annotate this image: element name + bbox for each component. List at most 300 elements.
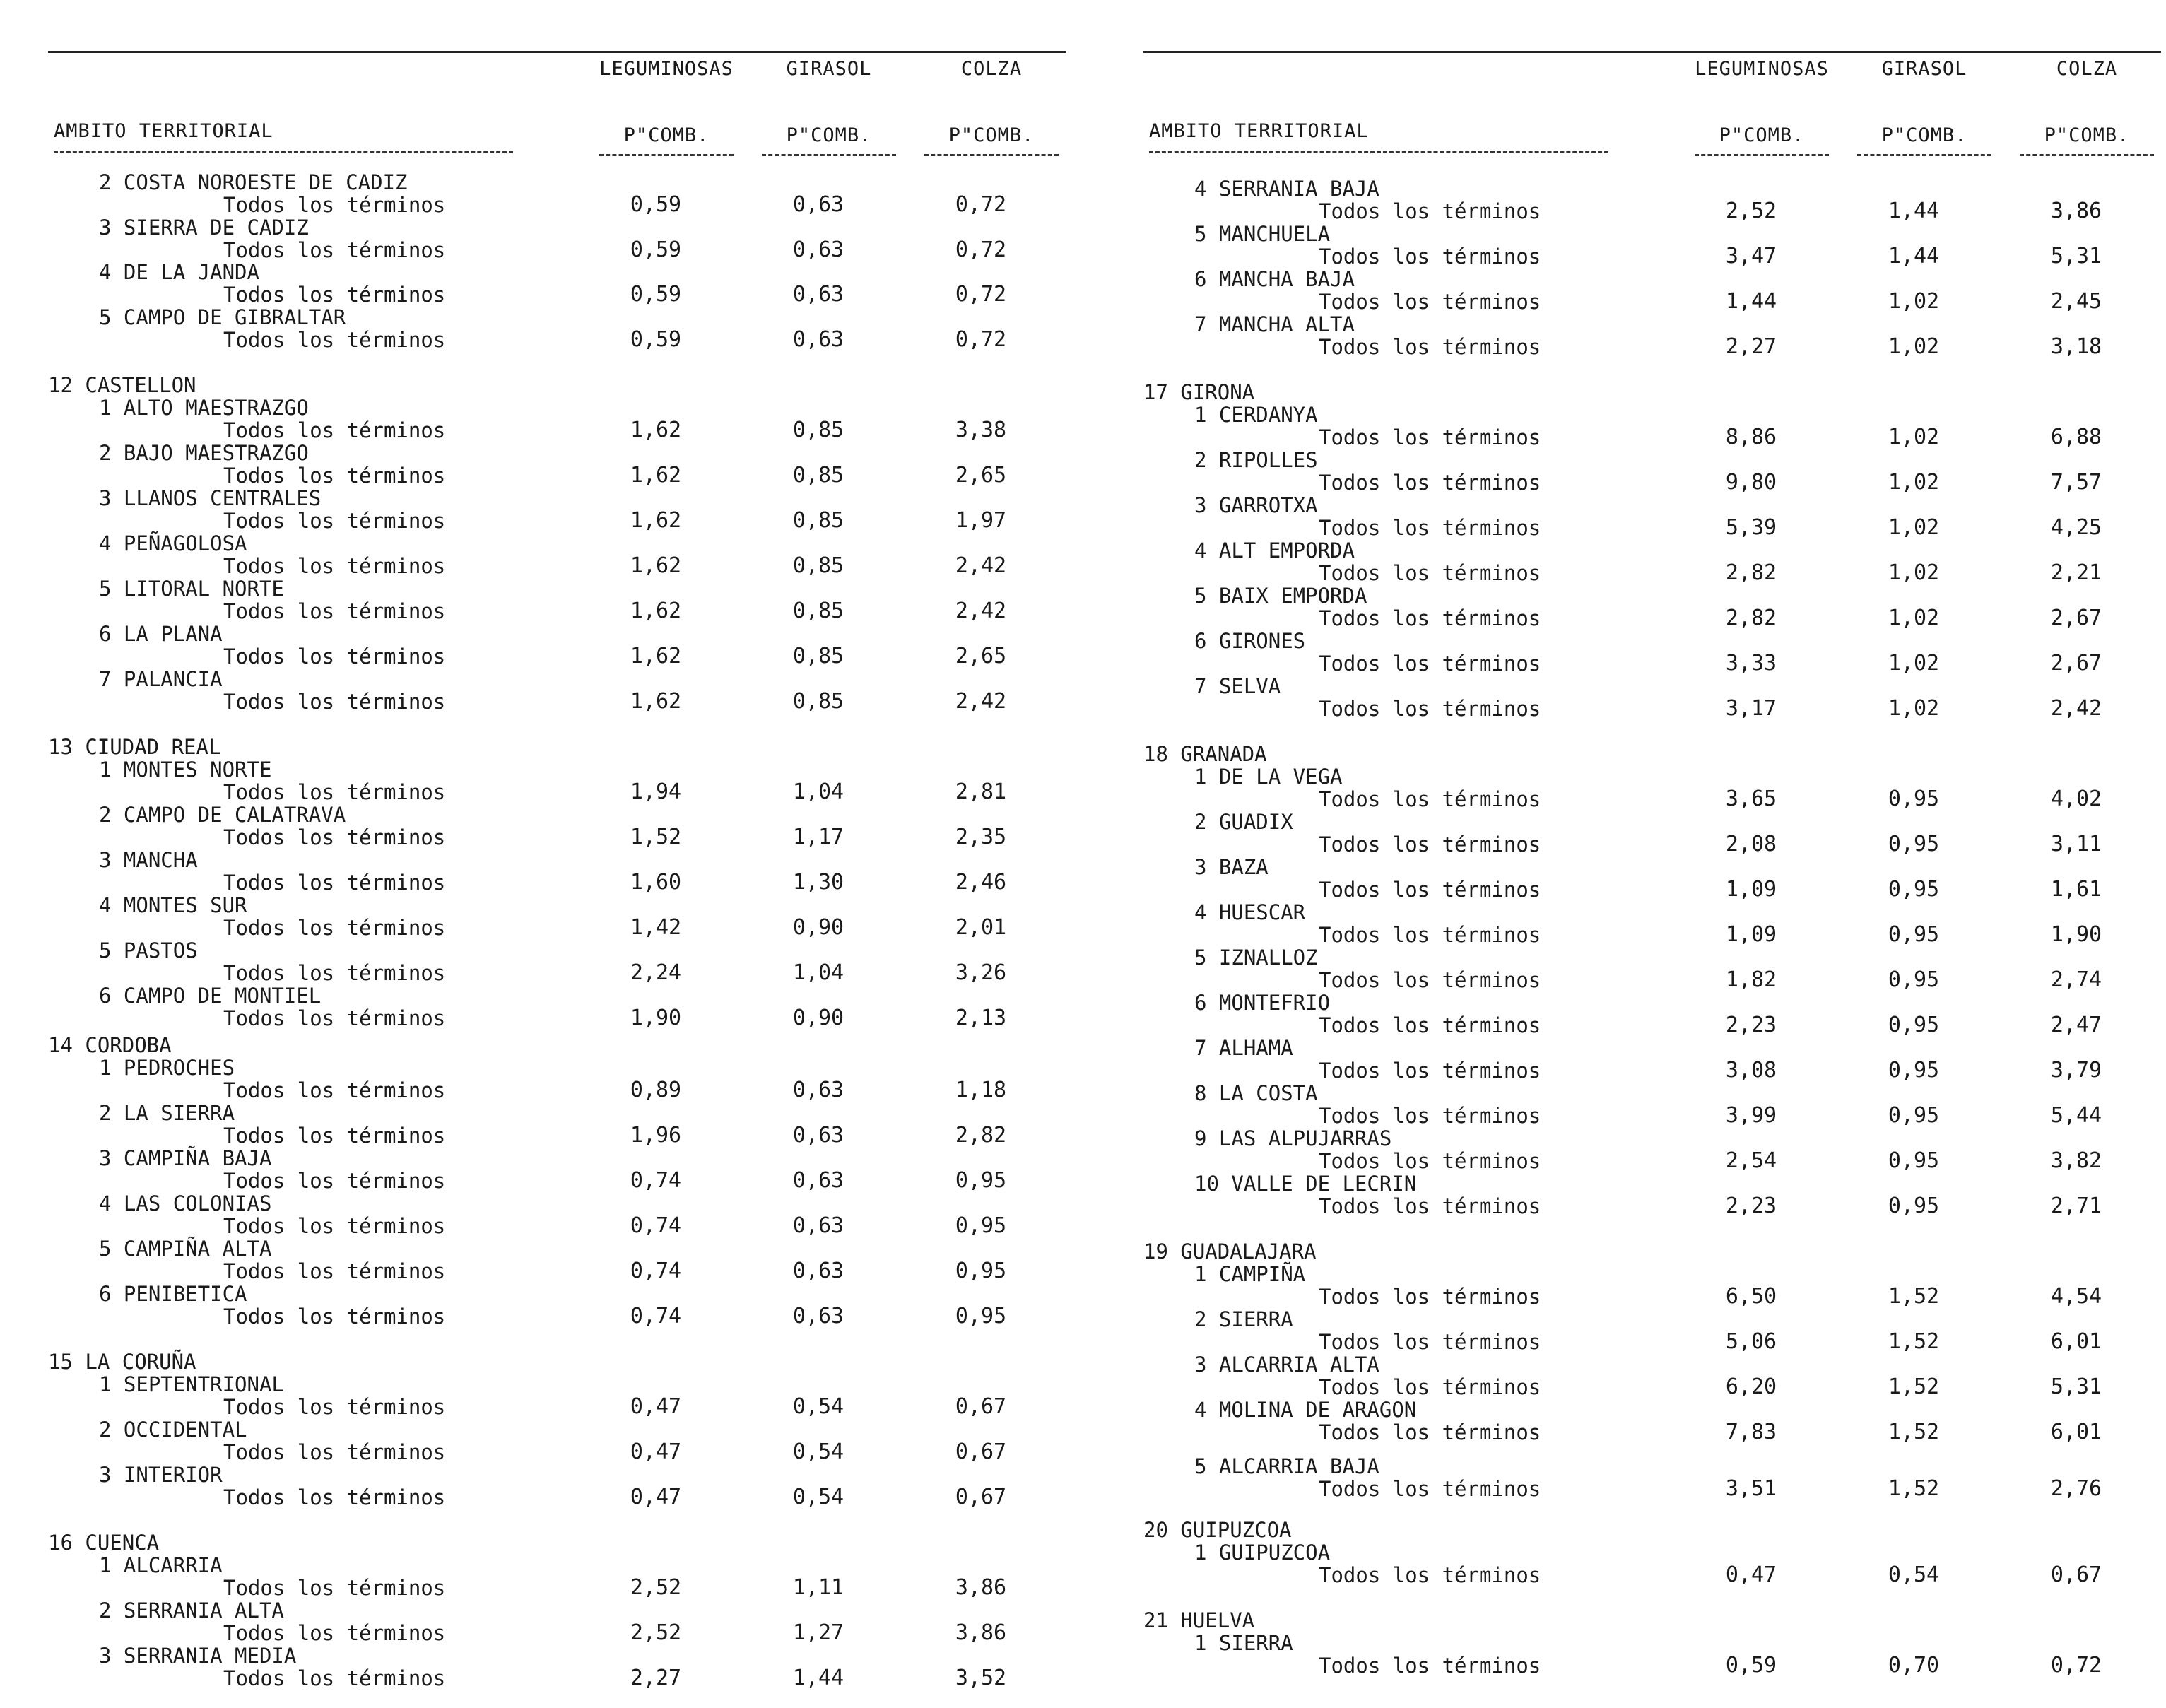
- terminos-label: Todos los términos: [1319, 923, 1541, 947]
- comarca-label: 7 MANCHA ALTA: [1194, 312, 1355, 336]
- value-leguminosas: 1,09: [1725, 877, 1777, 902]
- comarca-label: 2 LA SIERRA: [99, 1101, 235, 1125]
- comarca-label: 4 PEÑAGOLOSA: [99, 531, 247, 555]
- comarca-label: 1 GUIPUZCOA: [1194, 1541, 1331, 1565]
- value-colza: 2,42: [955, 599, 1007, 623]
- value-colza: 5,44: [2050, 1103, 2102, 1128]
- value-girasol: 0,85: [792, 508, 844, 533]
- terminos-label: Todos los términos: [1319, 787, 1541, 811]
- value-colza: 0,95: [955, 1259, 1007, 1283]
- header-girasol: GIRASOL: [1881, 58, 1967, 80]
- value-colza: 6,88: [2050, 425, 2102, 449]
- header-underline: [54, 151, 513, 153]
- value-leguminosas: 9,80: [1725, 470, 1777, 495]
- value-girasol: 1,27: [792, 1620, 844, 1645]
- header-colza: COLZA: [960, 58, 1023, 80]
- value-girasol: 0,85: [792, 463, 844, 488]
- comarca-label: 5 LITORAL NORTE: [99, 577, 284, 601]
- comarca-label: 5 PASTOS: [99, 938, 198, 962]
- value-girasol: 1,52: [1888, 1329, 1940, 1354]
- value-colza: 2,35: [955, 825, 1007, 849]
- value-leguminosas: 1,90: [630, 1006, 682, 1030]
- value-girasol: 0,95: [1888, 877, 1940, 902]
- comarca-label: 1 SIERRA: [1194, 1631, 1293, 1655]
- comarca-label: 3 ALCARRIA ALTA: [1194, 1353, 1379, 1377]
- value-girasol: 0,95: [1888, 967, 1940, 992]
- terminos-label: Todos los términos: [1319, 1330, 1541, 1354]
- comarca-label: 2 OCCIDENTAL: [99, 1418, 247, 1442]
- comarca-label: 2 SIERRA: [1194, 1307, 1293, 1331]
- value-colza: 0,67: [955, 1394, 1007, 1419]
- comarca-label: 6 MANCHA BAJA: [1194, 267, 1355, 291]
- comarca-label: 2 BAJO MAESTRAZGO: [99, 441, 309, 465]
- header-pcomb-leguminosas: P"COMB.: [1719, 124, 1805, 146]
- value-leguminosas: 5,06: [1725, 1329, 1777, 1354]
- value-girasol: 0,63: [792, 1168, 844, 1193]
- value-girasol: 0,95: [1888, 1148, 1940, 1173]
- terminos-label: Todos los términos: [223, 1485, 446, 1509]
- terminos-label: Todos los términos: [1319, 1285, 1541, 1309]
- terminos-label: Todos los términos: [223, 509, 446, 533]
- terminos-label: Todos los términos: [1319, 832, 1541, 856]
- comarca-label: 3 MANCHA: [99, 848, 198, 872]
- header-pcomb-colza: P"COMB.: [2044, 124, 2130, 146]
- value-colza: 5,31: [2050, 244, 2102, 269]
- value-girasol: 0,95: [1888, 922, 1940, 947]
- value-colza: 2,65: [955, 644, 1007, 669]
- value-girasol: 0,63: [792, 327, 844, 352]
- value-girasol: 1,02: [1888, 696, 1940, 721]
- value-girasol: 1,52: [1888, 1420, 1940, 1444]
- terminos-label: Todos los términos: [223, 1006, 446, 1030]
- value-colza: 5,31: [2050, 1374, 2102, 1399]
- value-colza: 2,01: [955, 915, 1007, 940]
- comarca-label: 3 INTERIOR: [99, 1463, 223, 1487]
- value-girasol: 0,85: [792, 644, 844, 669]
- comarca-label: 4 LAS COLONIAS: [99, 1191, 272, 1215]
- value-girasol: 0,70: [1888, 1653, 1940, 1678]
- value-leguminosas: 1,96: [630, 1123, 682, 1148]
- value-colza: 2,76: [2050, 1476, 2102, 1501]
- comarca-label: 3 SERRANIA MEDIA: [99, 1644, 297, 1668]
- value-leguminosas: 0,47: [630, 1485, 682, 1509]
- comarca-label: 7 PALANCIA: [99, 667, 223, 691]
- value-girasol: 0,63: [792, 1123, 844, 1148]
- value-colza: 3,86: [2050, 199, 2102, 223]
- value-colza: 7,57: [2050, 470, 2102, 495]
- value-girasol: 0,63: [792, 237, 844, 262]
- comarca-label: 2 CAMPO DE CALATRAVA: [99, 803, 346, 827]
- value-leguminosas: 0,47: [630, 1394, 682, 1419]
- value-colza: 3,52: [955, 1666, 1007, 1690]
- value-leguminosas: 1,42: [630, 915, 682, 940]
- value-girasol: 0,95: [1888, 787, 1940, 811]
- value-leguminosas: 2,23: [1725, 1013, 1777, 1037]
- comarca-label: 3 GARROTXA: [1194, 493, 1318, 517]
- province-label: 12 CASTELLON: [48, 373, 196, 397]
- terminos-label: Todos los términos: [223, 554, 446, 578]
- comarca-label: 4 MOLINA DE ARAGON: [1194, 1398, 1417, 1422]
- terminos-label: Todos los términos: [1319, 606, 1541, 630]
- value-colza: 3,11: [2050, 832, 2102, 856]
- province-label: 20 GUIPUZCOA: [1143, 1518, 1292, 1542]
- value-colza: 1,61: [2050, 877, 2102, 902]
- comarca-label: 2 SERRANIA ALTA: [99, 1598, 284, 1622]
- value-leguminosas: 3,51: [1725, 1476, 1777, 1501]
- comarca-label: 6 GIRONES: [1194, 629, 1306, 653]
- comarca-label: 1 ALTO MAESTRAZGO: [99, 396, 309, 420]
- value-colza: 3,86: [955, 1575, 1007, 1600]
- comarca-label: 5 MANCHUELA: [1194, 222, 1331, 246]
- province-label: 18 GRANADA: [1143, 742, 1267, 766]
- value-leguminosas: 2,54: [1725, 1148, 1777, 1173]
- comarca-label: 1 CERDANYA: [1194, 403, 1318, 427]
- value-girasol: 1,02: [1888, 289, 1940, 314]
- header-ambito-territorial: AMBITO TERRITORIAL: [1149, 120, 1369, 142]
- terminos-label: Todos los términos: [223, 1666, 446, 1690]
- value-girasol: 0,95: [1888, 1058, 1940, 1083]
- terminos-label: Todos los términos: [1319, 1013, 1541, 1037]
- comarca-label: 9 LAS ALPUJARRAS: [1194, 1126, 1392, 1150]
- comarca-label: 5 ALCARRIA BAJA: [1194, 1454, 1379, 1478]
- value-colza: 3,86: [955, 1620, 1007, 1645]
- value-girasol: 0,54: [792, 1439, 844, 1464]
- terminos-label: Todos los términos: [1319, 968, 1541, 992]
- terminos-label: Todos los términos: [223, 1169, 446, 1193]
- value-colza: 0,67: [955, 1439, 1007, 1464]
- top-rule: [48, 51, 1066, 53]
- value-colza: 2,42: [2050, 696, 2102, 721]
- value-girasol: 0,90: [792, 915, 844, 940]
- terminos-label: Todos los términos: [1319, 1375, 1541, 1399]
- value-girasol: 1,02: [1888, 606, 1940, 630]
- header-leguminosas: LEGUMINOSAS: [1695, 58, 1829, 80]
- value-girasol: 0,85: [792, 418, 844, 442]
- header-pcomb-leguminosas: P"COMB.: [623, 124, 710, 146]
- value-colza: 2,81: [955, 779, 1007, 804]
- value-colza: 0,72: [955, 327, 1007, 352]
- terminos-label: Todos los términos: [1319, 425, 1541, 449]
- terminos-label: Todos los términos: [223, 328, 446, 352]
- value-leguminosas: 0,74: [630, 1304, 682, 1329]
- terminos-label: Todos los términos: [223, 1078, 446, 1102]
- terminos-label: Todos los términos: [1319, 1149, 1541, 1173]
- value-colza: 0,72: [955, 192, 1007, 217]
- province-label: 19 GUADALAJARA: [1143, 1239, 1317, 1264]
- value-girasol: 1,17: [792, 825, 844, 849]
- value-leguminosas: 1,62: [630, 644, 682, 669]
- value-leguminosas: 0,47: [1725, 1562, 1777, 1587]
- value-girasol: 0,95: [1888, 1194, 1940, 1218]
- value-leguminosas: 6,50: [1725, 1284, 1777, 1309]
- value-girasol: 1,02: [1888, 651, 1940, 676]
- terminos-label: Todos los términos: [1319, 1194, 1541, 1218]
- value-girasol: 1,04: [792, 779, 844, 804]
- value-colza: 0,67: [955, 1485, 1007, 1509]
- value-leguminosas: 3,65: [1725, 787, 1777, 811]
- value-girasol: 0,95: [1888, 1013, 1940, 1037]
- value-colza: 2,67: [2050, 606, 2102, 630]
- terminos-label: Todos los términos: [223, 780, 446, 804]
- terminos-label: Todos los términos: [223, 418, 446, 442]
- header-underline: [1149, 151, 1608, 153]
- header-underline: [762, 154, 896, 156]
- header-leguminosas: LEGUMINOSAS: [599, 58, 734, 80]
- value-girasol: 0,63: [792, 282, 844, 307]
- value-girasol: 0,95: [1888, 832, 1940, 856]
- value-colza: 1,18: [955, 1078, 1007, 1102]
- value-colza: 2,46: [955, 870, 1007, 895]
- header-underline: [1857, 154, 1991, 156]
- terminos-label: Todos los términos: [1319, 697, 1541, 721]
- terminos-label: Todos los términos: [223, 961, 446, 985]
- value-leguminosas: 5,39: [1725, 515, 1777, 540]
- terminos-label: Todos los términos: [223, 1576, 446, 1600]
- value-girasol: 0,63: [792, 1259, 844, 1283]
- value-leguminosas: 1,52: [630, 825, 682, 849]
- comarca-label: 6 PENIBETICA: [99, 1282, 247, 1306]
- comarca-label: 5 CAMPIÑA ALTA: [99, 1237, 272, 1261]
- value-girasol: 1,11: [792, 1575, 844, 1600]
- value-girasol: 1,04: [792, 960, 844, 985]
- terminos-label: Todos los términos: [223, 283, 446, 307]
- terminos-label: Todos los términos: [223, 690, 446, 714]
- header-underline: [924, 154, 1059, 156]
- terminos-label: Todos los términos: [223, 644, 446, 669]
- comarca-label: 4 ALT EMPORDA: [1194, 538, 1355, 563]
- terminos-label: Todos los términos: [1319, 878, 1541, 902]
- comarca-label: 2 GUADIX: [1194, 810, 1293, 834]
- value-girasol: 0,90: [792, 1006, 844, 1030]
- comarca-label: 2 RIPOLLES: [1194, 448, 1318, 472]
- comarca-label: 7 ALHAMA: [1194, 1036, 1293, 1060]
- value-colza: 2,42: [955, 689, 1007, 714]
- terminos-label: Todos los términos: [223, 1259, 446, 1283]
- comarca-label: 3 LLANOS CENTRALES: [99, 486, 322, 510]
- value-leguminosas: 2,23: [1725, 1194, 1777, 1218]
- value-leguminosas: 1,62: [630, 508, 682, 533]
- value-colza: 2,45: [2050, 289, 2102, 314]
- value-colza: 1,90: [2050, 922, 2102, 947]
- comarca-label: 6 LA PLANA: [99, 622, 223, 646]
- value-girasol: 0,54: [792, 1394, 844, 1419]
- value-girasol: 0,85: [792, 599, 844, 623]
- terminos-label: Todos los términos: [1319, 516, 1541, 540]
- value-leguminosas: 0,47: [630, 1439, 682, 1464]
- value-girasol: 1,02: [1888, 334, 1940, 359]
- value-leguminosas: 2,08: [1725, 832, 1777, 856]
- value-leguminosas: 1,62: [630, 418, 682, 442]
- comarca-label: 3 SIERRA DE CADIZ: [99, 216, 309, 240]
- comarca-label: 1 CAMPIÑA: [1194, 1262, 1306, 1286]
- value-colza: 0,72: [955, 237, 1007, 262]
- comarca-label: 4 SERRANIA BAJA: [1194, 177, 1379, 201]
- value-colza: 3,79: [2050, 1058, 2102, 1083]
- header-underline: [599, 154, 734, 156]
- value-leguminosas: 1,94: [630, 779, 682, 804]
- value-leguminosas: 2,52: [630, 1620, 682, 1645]
- value-girasol: 1,52: [1888, 1374, 1940, 1399]
- value-leguminosas: 0,59: [1725, 1653, 1777, 1678]
- value-colza: 0,72: [955, 282, 1007, 307]
- value-colza: 3,82: [2050, 1148, 2102, 1173]
- value-leguminosas: 1,62: [630, 689, 682, 714]
- value-colza: 1,97: [955, 508, 1007, 533]
- value-leguminosas: 1,09: [1725, 922, 1777, 947]
- comarca-label: 1 MONTES NORTE: [99, 758, 272, 782]
- value-colza: 2,21: [2050, 560, 2102, 585]
- value-colza: 0,95: [955, 1168, 1007, 1193]
- value-leguminosas: 2,52: [630, 1575, 682, 1600]
- value-girasol: 1,02: [1888, 470, 1940, 495]
- terminos-label: Todos los términos: [1319, 1477, 1541, 1501]
- comarca-label: 4 MONTES SUR: [99, 893, 247, 917]
- terminos-label: Todos los términos: [223, 1621, 446, 1645]
- value-colza: 0,67: [2050, 1562, 2102, 1587]
- province-label: 17 GIRONA: [1143, 380, 1255, 404]
- comarca-label: 1 SEPTENTRIONAL: [99, 1372, 284, 1396]
- value-colza: 2,65: [955, 463, 1007, 488]
- value-leguminosas: 0,74: [630, 1213, 682, 1238]
- table-column-left: [48, 0, 1066, 1708]
- value-colza: 4,54: [2050, 1284, 2102, 1309]
- header-pcomb-colza: P"COMB.: [948, 124, 1035, 146]
- terminos-label: Todos los términos: [223, 599, 446, 623]
- value-leguminosas: 0,59: [630, 237, 682, 262]
- comarca-label: 4 HUESCAR: [1194, 900, 1306, 924]
- value-girasol: 0,54: [792, 1485, 844, 1509]
- value-colza: 3,38: [955, 418, 1007, 442]
- value-leguminosas: 2,52: [1725, 199, 1777, 223]
- value-colza: 0,95: [955, 1304, 1007, 1329]
- terminos-label: Todos los términos: [1319, 561, 1541, 585]
- value-girasol: 0,85: [792, 689, 844, 714]
- terminos-label: Todos los términos: [1319, 1104, 1541, 1128]
- terminos-label: Todos los términos: [1319, 199, 1541, 223]
- terminos-label: Todos los términos: [1319, 1563, 1541, 1587]
- value-colza: 4,02: [2050, 787, 2102, 811]
- terminos-label: Todos los términos: [1319, 1654, 1541, 1678]
- table-column-right: [1143, 0, 2161, 1708]
- value-colza: 2,71: [2050, 1194, 2102, 1218]
- value-leguminosas: 0,74: [630, 1259, 682, 1283]
- value-girasol: 1,44: [792, 1666, 844, 1690]
- province-label: 13 CIUDAD REAL: [48, 735, 221, 759]
- terminos-label: Todos los términos: [223, 1440, 446, 1464]
- value-girasol: 0,85: [792, 553, 844, 578]
- comarca-label: 7 SELVA: [1194, 674, 1281, 698]
- comarca-label: 6 MONTEFRIO: [1194, 991, 1331, 1015]
- comarca-label: 5 CAMPO DE GIBRALTAR: [99, 305, 346, 329]
- value-girasol: 1,02: [1888, 515, 1940, 540]
- comarca-label: 10 VALLE DE LECRIN: [1194, 1172, 1417, 1196]
- value-leguminosas: 0,59: [630, 282, 682, 307]
- terminos-label: Todos los términos: [223, 464, 446, 488]
- comarca-label: 2 COSTA NOROESTE DE CADIZ: [99, 170, 408, 194]
- value-leguminosas: 3,99: [1725, 1103, 1777, 1128]
- value-girasol: 1,52: [1888, 1476, 1940, 1501]
- province-label: 16 CUENCA: [48, 1531, 160, 1555]
- value-girasol: 1,30: [792, 870, 844, 895]
- value-leguminosas: 2,27: [1725, 334, 1777, 359]
- terminos-label: Todos los términos: [1319, 245, 1541, 269]
- value-colza: 3,26: [955, 960, 1007, 985]
- comarca-label: 4 DE LA JANDA: [99, 260, 259, 284]
- header-pcomb-girasol: P"COMB.: [1881, 124, 1967, 146]
- value-leguminosas: 1,82: [1725, 967, 1777, 992]
- terminos-label: Todos los términos: [223, 916, 446, 940]
- terminos-label: Todos los términos: [223, 1124, 446, 1148]
- value-girasol: 1,44: [1888, 244, 1940, 269]
- value-leguminosas: 3,33: [1725, 651, 1777, 676]
- value-leguminosas: 7,83: [1725, 1420, 1777, 1444]
- value-leguminosas: 0,59: [630, 327, 682, 352]
- terminos-label: Todos los términos: [223, 1395, 446, 1419]
- value-leguminosas: 0,59: [630, 192, 682, 217]
- value-leguminosas: 3,08: [1725, 1058, 1777, 1083]
- value-leguminosas: 2,27: [630, 1666, 682, 1690]
- comarca-label: 1 ALCARRIA: [99, 1553, 223, 1577]
- terminos-label: Todos los términos: [1319, 290, 1541, 314]
- terminos-label: Todos los términos: [1319, 1420, 1541, 1444]
- value-leguminosas: 3,17: [1725, 696, 1777, 721]
- value-colza: 2,74: [2050, 967, 2102, 992]
- comarca-label: 1 DE LA VEGA: [1194, 765, 1343, 789]
- value-leguminosas: 1,44: [1725, 289, 1777, 314]
- value-colza: 0,95: [955, 1213, 1007, 1238]
- value-colza: 6,01: [2050, 1329, 2102, 1354]
- value-leguminosas: 1,62: [630, 553, 682, 578]
- value-girasol: 0,63: [792, 1078, 844, 1102]
- terminos-label: Todos los términos: [223, 238, 446, 262]
- header-underline: [2020, 154, 2154, 156]
- value-colza: 2,42: [955, 553, 1007, 578]
- comarca-label: 8 LA COSTA: [1194, 1081, 1318, 1105]
- value-girasol: 1,44: [1888, 199, 1940, 223]
- comarca-label: 3 BAZA: [1194, 855, 1269, 879]
- header-ambito-territorial: AMBITO TERRITORIAL: [54, 120, 273, 142]
- value-girasol: 0,63: [792, 1213, 844, 1238]
- value-leguminosas: 1,62: [630, 463, 682, 488]
- value-leguminosas: 6,20: [1725, 1374, 1777, 1399]
- value-leguminosas: 3,47: [1725, 244, 1777, 269]
- header-underline: [1695, 154, 1829, 156]
- value-colza: 4,25: [2050, 515, 2102, 540]
- value-leguminosas: 8,86: [1725, 425, 1777, 449]
- terminos-label: Todos los términos: [223, 1214, 446, 1238]
- header-girasol: GIRASOL: [786, 58, 872, 80]
- province-label: 21 HUELVA: [1143, 1608, 1255, 1632]
- comarca-label: 5 IZNALLOZ: [1194, 946, 1318, 970]
- value-colza: 0,72: [2050, 1653, 2102, 1678]
- value-colza: 2,47: [2050, 1013, 2102, 1037]
- terminos-label: Todos los términos: [223, 825, 446, 849]
- value-girasol: 0,95: [1888, 1103, 1940, 1128]
- value-girasol: 1,02: [1888, 425, 1940, 449]
- terminos-label: Todos los términos: [1319, 471, 1541, 495]
- comarca-label: 3 CAMPIÑA BAJA: [99, 1146, 272, 1170]
- value-girasol: 0,63: [792, 1304, 844, 1329]
- top-rule: [1143, 51, 2161, 53]
- value-leguminosas: 1,60: [630, 870, 682, 895]
- terminos-label: Todos los términos: [1319, 652, 1541, 676]
- header-pcomb-girasol: P"COMB.: [786, 124, 872, 146]
- value-girasol: 1,02: [1888, 560, 1940, 585]
- value-leguminosas: 1,62: [630, 599, 682, 623]
- value-colza: 6,01: [2050, 1420, 2102, 1444]
- comarca-label: 6 CAMPO DE MONTIEL: [99, 984, 322, 1008]
- header-colza: COLZA: [2056, 58, 2118, 80]
